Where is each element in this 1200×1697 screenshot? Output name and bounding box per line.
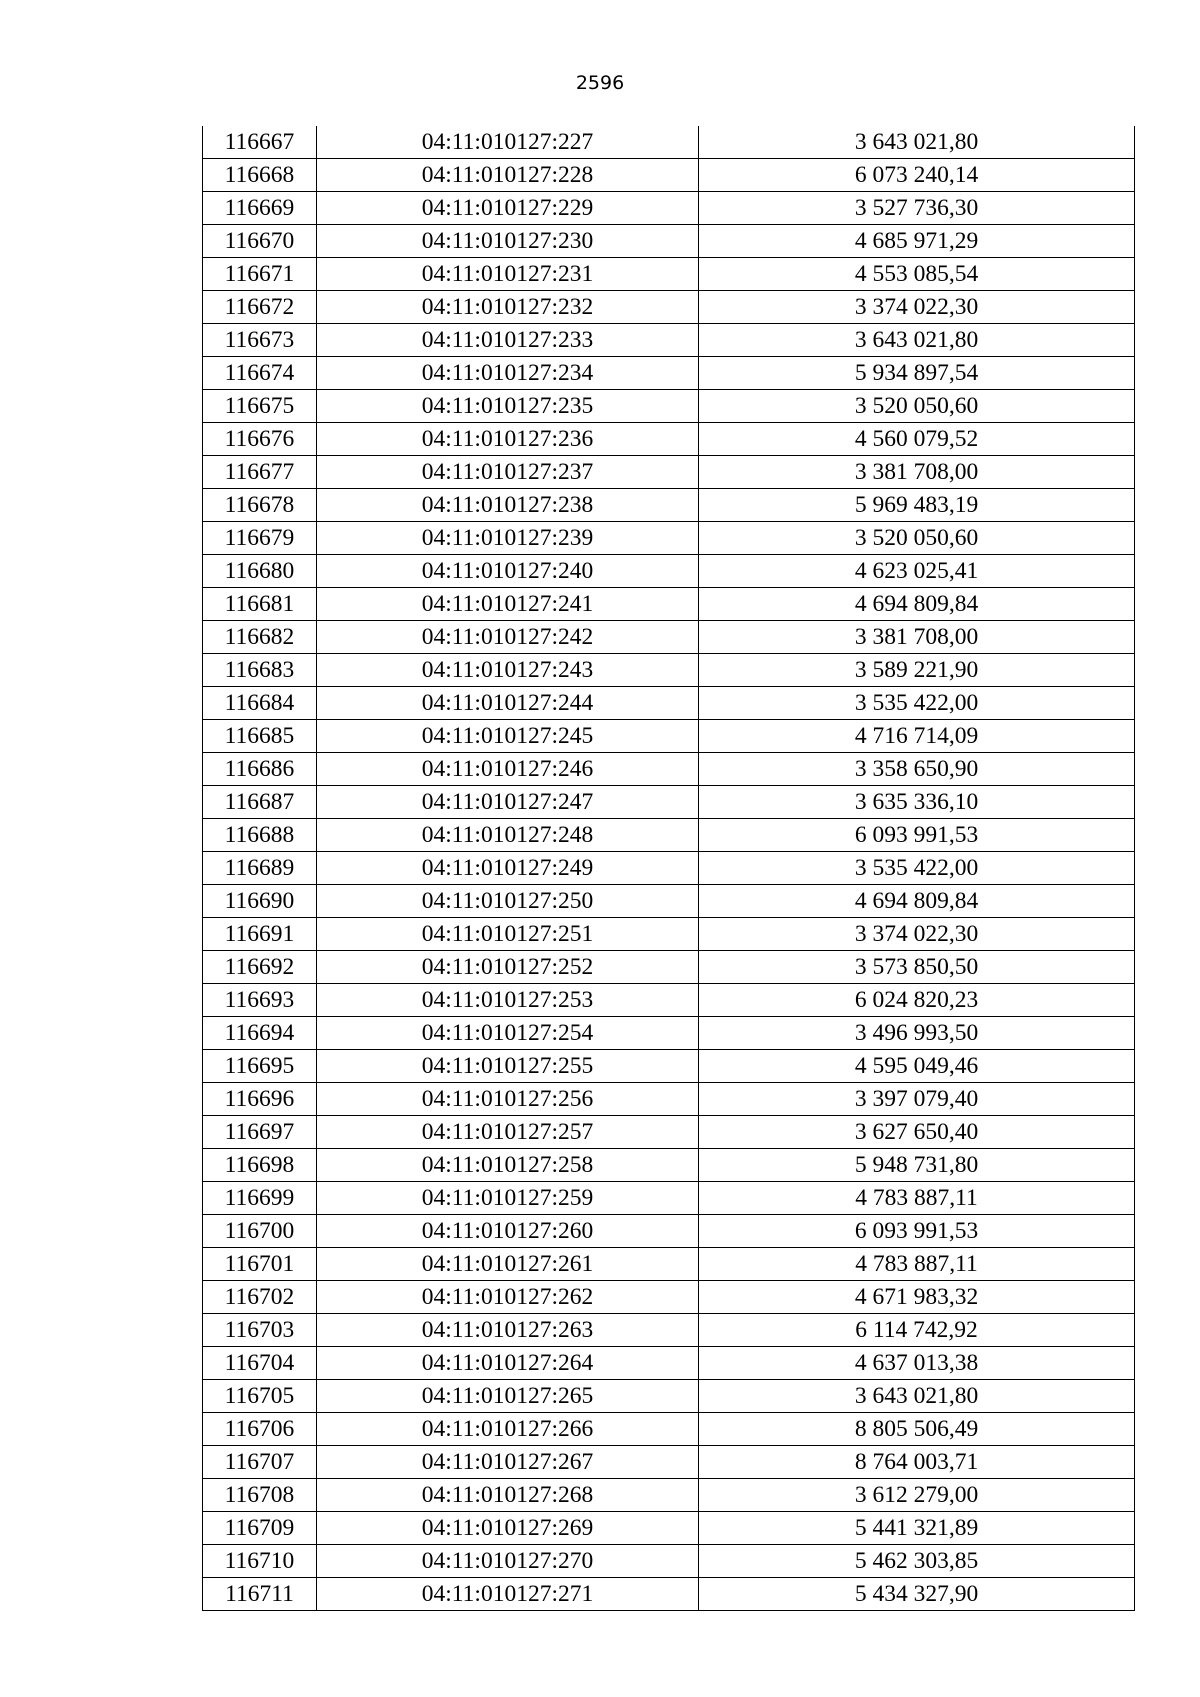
page-number: 2596 <box>575 72 625 94</box>
table-row <box>203 1413 1135 1446</box>
cadastral-number-cell: 04:11:010127:265 <box>317 1380 699 1413</box>
cadastral-number-cell: 04:11:010127:253 <box>317 984 699 1017</box>
row-number-cell: 116670 <box>203 225 317 258</box>
row-number-cell: 116677 <box>203 456 317 489</box>
table-row <box>203 1083 1135 1116</box>
cadastral-number-cell: 04:11:010127:237 <box>317 456 699 489</box>
cadastral-value-cell: 3 589 221,90 <box>699 654 1135 687</box>
row-number-cell: 116675 <box>203 390 317 423</box>
table-row <box>203 456 1135 489</box>
cadastral-value-cell: 4 694 809,84 <box>699 885 1135 918</box>
cadastral-number-cell: 04:11:010127:256 <box>317 1083 699 1116</box>
cadastral-number-cell: 04:11:010127:252 <box>317 951 699 984</box>
table-row <box>203 1116 1135 1149</box>
row-number-cell: 116693 <box>203 984 317 1017</box>
cadastral-number-cell: 04:11:010127:236 <box>317 423 699 456</box>
cadastral-value-cell: 4 560 079,52 <box>699 423 1135 456</box>
row-number-cell: 116700 <box>203 1215 317 1248</box>
row-number-cell: 116680 <box>203 555 317 588</box>
cadastral-number-cell: 04:11:010127:269 <box>317 1512 699 1545</box>
cadastral-value-cell: 3 520 050,60 <box>699 390 1135 423</box>
cadastral-value-cell: 4 783 887,11 <box>699 1182 1135 1215</box>
table-row <box>203 588 1135 621</box>
row-number-cell: 116668 <box>203 159 317 192</box>
cadastral-number-cell: 04:11:010127:255 <box>317 1050 699 1083</box>
table-row <box>203 390 1135 423</box>
cadastral-number-cell: 04:11:010127:254 <box>317 1017 699 1050</box>
table-row <box>203 126 1135 159</box>
table-row <box>203 984 1135 1017</box>
cadastral-number-cell: 04:11:010127:230 <box>317 225 699 258</box>
table-row <box>203 324 1135 357</box>
cadastral-number-cell: 04:11:010127:242 <box>317 621 699 654</box>
table-row <box>203 1446 1135 1479</box>
table-row <box>203 192 1135 225</box>
cadastral-number-cell: 04:11:010127:247 <box>317 786 699 819</box>
cadastral-number-cell: 04:11:010127:240 <box>317 555 699 588</box>
cadastral-value-cell: 4 553 085,54 <box>699 258 1135 291</box>
row-number-cell: 116682 <box>203 621 317 654</box>
cadastral-value-cell: 4 623 025,41 <box>699 555 1135 588</box>
cadastral-number-cell: 04:11:010127:264 <box>317 1347 699 1380</box>
cadastral-number-cell: 04:11:010127:233 <box>317 324 699 357</box>
cadastral-number-cell: 04:11:010127:227 <box>317 126 699 159</box>
row-number-cell: 116679 <box>203 522 317 555</box>
table-row <box>203 423 1135 456</box>
cadastral-value-cell: 3 643 021,80 <box>699 1380 1135 1413</box>
row-number-cell: 116691 <box>203 918 317 951</box>
cadastral-value-cell: 3 381 708,00 <box>699 621 1135 654</box>
cadastral-value-cell: 5 462 303,85 <box>699 1545 1135 1578</box>
row-number-cell: 116671 <box>203 258 317 291</box>
table-row <box>203 1248 1135 1281</box>
row-number-cell: 116707 <box>203 1446 317 1479</box>
row-number-cell: 116710 <box>203 1545 317 1578</box>
row-number-cell: 116683 <box>203 654 317 687</box>
cadastral-value-cell: 4 671 983,32 <box>699 1281 1135 1314</box>
cadastral-number-cell: 04:11:010127:266 <box>317 1413 699 1446</box>
table-row <box>203 621 1135 654</box>
cadastral-number-cell: 04:11:010127:238 <box>317 489 699 522</box>
table-row <box>203 918 1135 951</box>
cadastral-value-cell: 5 441 321,89 <box>699 1512 1135 1545</box>
table-row <box>203 1347 1135 1380</box>
table-row <box>203 1380 1135 1413</box>
table-row <box>203 819 1135 852</box>
row-number-cell: 116711 <box>203 1578 317 1611</box>
cadastral-number-cell: 04:11:010127:229 <box>317 192 699 225</box>
row-number-cell: 116704 <box>203 1347 317 1380</box>
table-row <box>203 885 1135 918</box>
cadastral-value-cell: 4 685 971,29 <box>699 225 1135 258</box>
cadastral-number-cell: 04:11:010127:245 <box>317 720 699 753</box>
row-number-cell: 116678 <box>203 489 317 522</box>
cadastral-value-cell: 6 073 240,14 <box>699 159 1135 192</box>
row-number-cell: 116681 <box>203 588 317 621</box>
cadastral-value-cell: 5 948 731,80 <box>699 1149 1135 1182</box>
table-row <box>203 258 1135 291</box>
cadastral-number-cell: 04:11:010127:257 <box>317 1116 699 1149</box>
table-row <box>203 654 1135 687</box>
cadastral-value-cell: 5 934 897,54 <box>699 357 1135 390</box>
cadastral-value-cell: 3 627 650,40 <box>699 1116 1135 1149</box>
row-number-cell: 116698 <box>203 1149 317 1182</box>
table-row <box>203 1215 1135 1248</box>
row-number-cell: 116697 <box>203 1116 317 1149</box>
table-row <box>203 1314 1135 1347</box>
cadastral-number-cell: 04:11:010127:235 <box>317 390 699 423</box>
table-row <box>203 1479 1135 1512</box>
cadastral-value-cell: 4 595 049,46 <box>699 1050 1135 1083</box>
row-number-cell: 116684 <box>203 687 317 720</box>
cadastral-number-cell: 04:11:010127:263 <box>317 1314 699 1347</box>
cadastral-value-cell: 3 520 050,60 <box>699 522 1135 555</box>
table-row <box>203 1017 1135 1050</box>
row-number-cell: 116709 <box>203 1512 317 1545</box>
row-number-cell: 116688 <box>203 819 317 852</box>
row-number-cell: 116669 <box>203 192 317 225</box>
row-number-cell: 116687 <box>203 786 317 819</box>
table-row <box>203 522 1135 555</box>
table-row <box>203 687 1135 720</box>
table-body <box>203 126 1135 1611</box>
cadastral-value-cell: 3 374 022,30 <box>699 291 1135 324</box>
cadastral-number-cell: 04:11:010127:270 <box>317 1545 699 1578</box>
table-row <box>203 1281 1135 1314</box>
row-number-cell: 116690 <box>203 885 317 918</box>
cadastral-value-cell: 8 805 506,49 <box>699 1413 1135 1446</box>
row-number-cell: 116708 <box>203 1479 317 1512</box>
cadastral-value-cell: 4 694 809,84 <box>699 588 1135 621</box>
table-row <box>203 1182 1135 1215</box>
cadastral-value-cell: 3 643 021,80 <box>699 324 1135 357</box>
row-number-cell: 116674 <box>203 357 317 390</box>
cadastral-value-cell: 3 535 422,00 <box>699 687 1135 720</box>
row-number-cell: 116702 <box>203 1281 317 1314</box>
cadastral-value-cell: 3 374 022,30 <box>699 918 1135 951</box>
table-row <box>203 1149 1135 1182</box>
row-number-cell: 116676 <box>203 423 317 456</box>
cadastral-number-cell: 04:11:010127:231 <box>317 258 699 291</box>
cadastral-value-cell: 3 643 021,80 <box>699 126 1135 159</box>
row-number-cell: 116701 <box>203 1248 317 1281</box>
cadastral-number-cell: 04:11:010127:267 <box>317 1446 699 1479</box>
cadastral-value-table <box>202 126 1135 1611</box>
cadastral-value-cell: 6 093 991,53 <box>699 1215 1135 1248</box>
table-row <box>203 357 1135 390</box>
row-number-cell: 116685 <box>203 720 317 753</box>
cadastral-value-cell: 8 764 003,71 <box>699 1446 1135 1479</box>
table-row <box>203 852 1135 885</box>
row-number-cell: 116696 <box>203 1083 317 1116</box>
row-number-cell: 116686 <box>203 753 317 786</box>
table-row <box>203 753 1135 786</box>
cadastral-number-cell: 04:11:010127:262 <box>317 1281 699 1314</box>
cadastral-value-cell: 5 969 483,19 <box>699 489 1135 522</box>
cadastral-value-cell: 3 535 422,00 <box>699 852 1135 885</box>
table-row <box>203 555 1135 588</box>
row-number-cell: 116705 <box>203 1380 317 1413</box>
cadastral-number-cell: 04:11:010127:258 <box>317 1149 699 1182</box>
cadastral-value-cell: 3 527 736,30 <box>699 192 1135 225</box>
row-number-cell: 116694 <box>203 1017 317 1050</box>
cadastral-number-cell: 04:11:010127:260 <box>317 1215 699 1248</box>
cadastral-number-cell: 04:11:010127:241 <box>317 588 699 621</box>
cadastral-number-cell: 04:11:010127:248 <box>317 819 699 852</box>
table-row <box>203 1578 1135 1611</box>
row-number-cell: 116673 <box>203 324 317 357</box>
table-row <box>203 159 1135 192</box>
cadastral-value-cell: 4 783 887,11 <box>699 1248 1135 1281</box>
cadastral-number-cell: 04:11:010127:243 <box>317 654 699 687</box>
row-number-cell: 116706 <box>203 1413 317 1446</box>
cadastral-number-cell: 04:11:010127:234 <box>317 357 699 390</box>
cadastral-value-cell: 4 637 013,38 <box>699 1347 1135 1380</box>
cadastral-value-cell: 3 573 850,50 <box>699 951 1135 984</box>
table-row <box>203 489 1135 522</box>
table-row <box>203 1545 1135 1578</box>
cadastral-value-cell: 4 716 714,09 <box>699 720 1135 753</box>
cadastral-value-cell: 3 612 279,00 <box>699 1479 1135 1512</box>
cadastral-value-cell: 6 114 742,92 <box>699 1314 1135 1347</box>
cadastral-value-cell: 3 358 650,90 <box>699 753 1135 786</box>
cadastral-number-cell: 04:11:010127:244 <box>317 687 699 720</box>
cadastral-number-cell: 04:11:010127:251 <box>317 918 699 951</box>
table-row <box>203 1050 1135 1083</box>
cadastral-number-cell: 04:11:010127:259 <box>317 1182 699 1215</box>
cadastral-value-cell: 6 024 820,23 <box>699 984 1135 1017</box>
cadastral-value-cell: 3 635 336,10 <box>699 786 1135 819</box>
row-number-cell: 116695 <box>203 1050 317 1083</box>
cadastral-number-cell: 04:11:010127:250 <box>317 885 699 918</box>
cadastral-number-cell: 04:11:010127:228 <box>317 159 699 192</box>
cadastral-number-cell: 04:11:010127:261 <box>317 1248 699 1281</box>
cadastral-value-cell: 3 381 708,00 <box>699 456 1135 489</box>
row-number-cell: 116703 <box>203 1314 317 1347</box>
cadastral-value-cell: 5 434 327,90 <box>699 1578 1135 1611</box>
table-row <box>203 951 1135 984</box>
row-number-cell: 116699 <box>203 1182 317 1215</box>
cadastral-value-cell: 3 496 993,50 <box>699 1017 1135 1050</box>
table-row <box>203 291 1135 324</box>
cadastral-number-cell: 04:11:010127:239 <box>317 522 699 555</box>
cadastral-number-cell: 04:11:010127:271 <box>317 1578 699 1611</box>
table-row <box>203 720 1135 753</box>
row-number-cell: 116689 <box>203 852 317 885</box>
cadastral-value-cell: 3 397 079,40 <box>699 1083 1135 1116</box>
cadastral-value-cell: 6 093 991,53 <box>699 819 1135 852</box>
row-number-cell: 116667 <box>203 126 317 159</box>
cadastral-number-cell: 04:11:010127:232 <box>317 291 699 324</box>
row-number-cell: 116672 <box>203 291 317 324</box>
row-number-cell: 116692 <box>203 951 317 984</box>
table-row <box>203 786 1135 819</box>
cadastral-number-cell: 04:11:010127:246 <box>317 753 699 786</box>
table-row <box>203 1512 1135 1545</box>
cadastral-number-cell: 04:11:010127:249 <box>317 852 699 885</box>
table-row <box>203 225 1135 258</box>
cadastral-number-cell: 04:11:010127:268 <box>317 1479 699 1512</box>
